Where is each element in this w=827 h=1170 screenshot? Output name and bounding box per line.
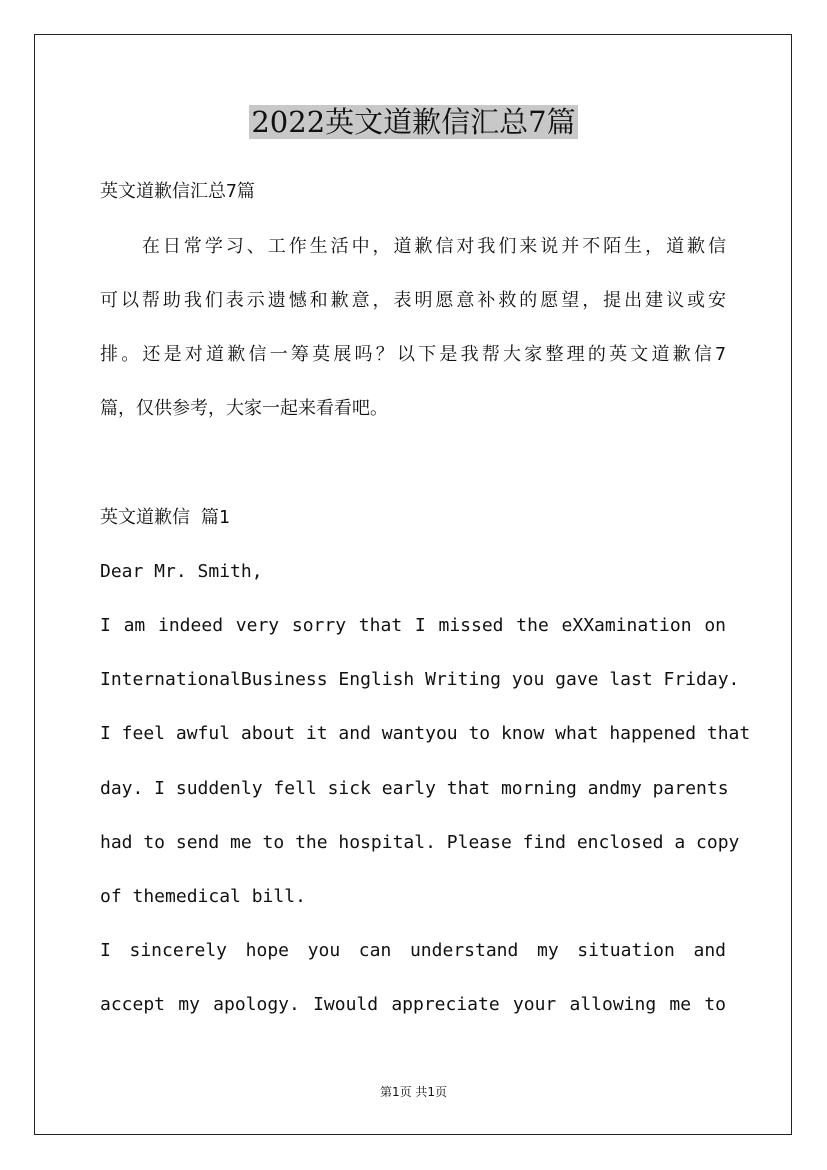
section-heading: 英文道歉信 篇1 [100,507,230,528]
document-title-text: 2022英文道歉信汇总7篇 [251,105,576,139]
letter-line-6: of themedical bill. [100,886,306,907]
page-footer: 第1页 共1页 [379,1085,448,1099]
letter-line-3: I feel awful about it and wantyou to know what happened that [100,723,751,744]
intro-line-3: 排。还是对道歉信一筹莫展吗？以下是我帮大家整理的英文道歉信7 [100,344,726,365]
letter-line-5: had to send me to the hospital. Please find enclosed a copy [100,832,740,853]
letter-line-8: accept my apology. Iwould appreciate your allowing me to [100,994,726,1015]
document-subtitle: 英文道歉信汇总7篇 [100,181,255,202]
letter-greeting: Dear Mr. Smith, [100,561,263,582]
letter-line-7: I sincerely hope you can understand my situation and [100,940,726,961]
letter-line-2: InternationalBusiness English Writing you gave last Friday. [100,669,740,690]
intro-line-4: 篇，仅供参考，大家一起来看看吧。 [100,398,388,419]
letter-line-1: I am indeed very sorry that I missed the eXXamination on [100,615,726,636]
intro-line-2: 可以帮助我们表示遗憾和歉意，表明愿意补救的愿望，提出建议或安 [100,290,726,311]
letter-line-4: day. I suddenly fell sick early that morning andmy parents [100,778,729,799]
document-title [0,100,827,144]
intro-line-1: 在日常学习、工作生活中，道歉信对我们来说并不陌生，道歉信 [100,236,726,257]
